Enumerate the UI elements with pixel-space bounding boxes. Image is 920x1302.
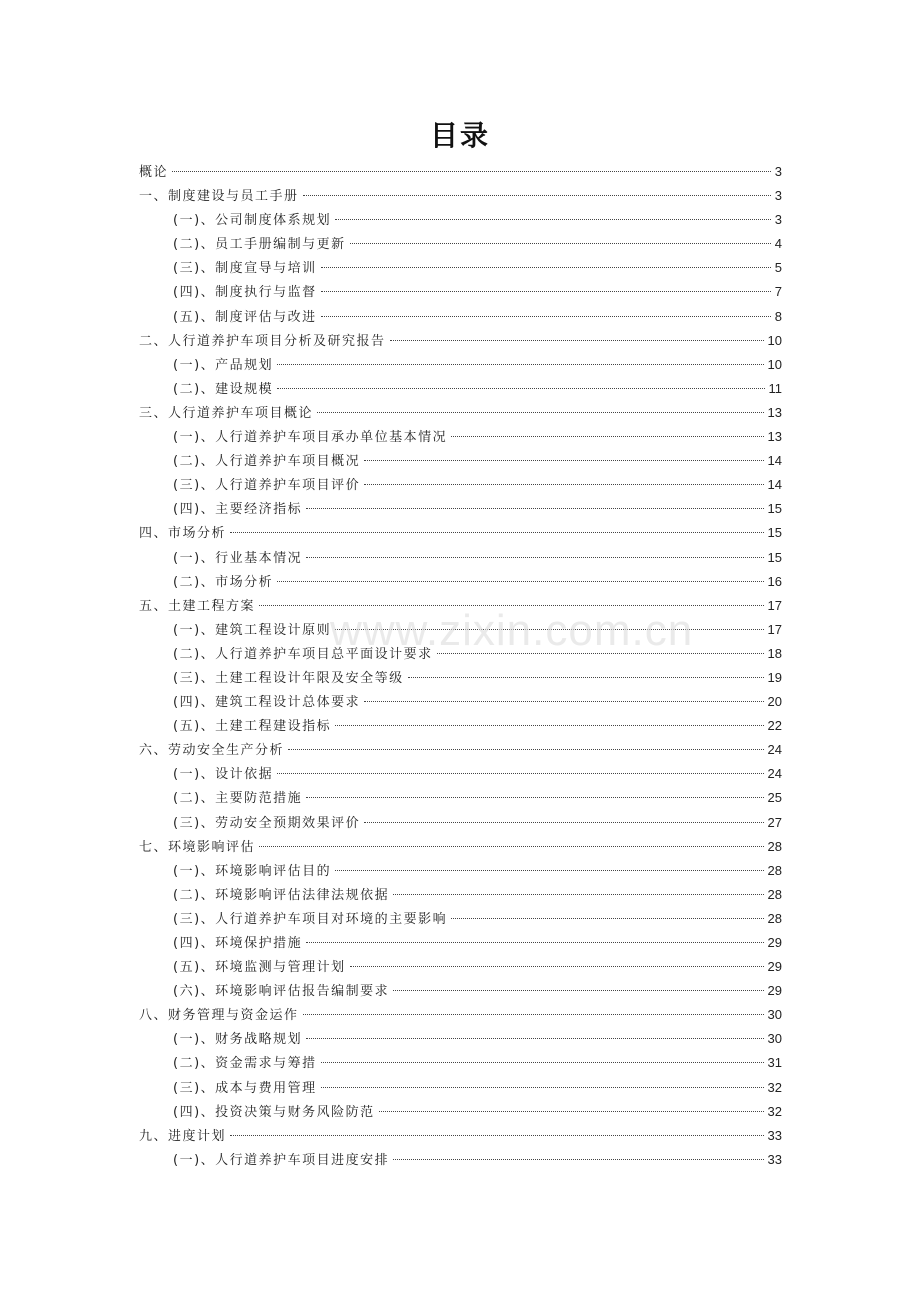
toc-dot-leader [306,1038,763,1039]
toc-entry-label: (六)、环境影响评估报告编制要求 [173,984,390,1000]
toc-entry[interactable] [139,256,782,280]
toc-entry[interactable] [139,1124,782,1148]
toc-entry-page-number: 28 [767,838,782,854]
toc-entry-page-number: 3 [774,164,782,179]
toc-entry-page-number: 24 [767,766,782,782]
toc-entry-label: (一)、人行道养护车项目进度安排 [173,1152,390,1168]
toc-entry-page-number: 32 [767,1103,782,1119]
toc-entry-page-number: 14 [767,477,782,493]
toc-entry-page-number: 30 [767,1031,782,1047]
toc-entry-label: (一)、产品规划 [173,357,274,373]
toc-dot-leader [303,1014,764,1015]
toc-entry-page-number: 17 [767,597,782,613]
toc-dot-leader [335,725,763,726]
toc-entry-page-number: 8 [774,308,782,324]
toc-entry[interactable] [139,1003,782,1027]
toc-entry[interactable] [139,449,782,473]
toc-entry[interactable] [139,425,782,449]
toc-entry-page-number: 19 [767,669,782,685]
table-of-contents [139,160,782,1172]
toc-dot-leader [230,1135,764,1136]
toc-entry-label: (五)、土建工程建设指标 [173,719,332,735]
toc-entry-label: (五)、环境监测与管理计划 [173,960,346,976]
toc-entry-label: (三)、土建工程设计年限及安全等级 [173,670,404,686]
toc-dot-leader [306,557,763,558]
toc-entry-label: (三)、成本与费用管理 [173,1080,317,1096]
toc-entry-label: 二、人行道养护车项目分析及研究报告 [139,333,386,349]
toc-entry-page-number: 25 [767,790,782,806]
toc-entry-page-number: 3 [774,212,782,228]
toc-entry[interactable] [139,208,782,232]
toc-entry-page-number: 28 [767,910,782,926]
toc-entry-page-number: 4 [774,236,782,252]
toc-entry[interactable] [139,353,782,377]
toc-entry-label: (三)、制度宣导与培训 [173,261,317,277]
toc-dot-leader [306,508,763,509]
toc-dot-leader [259,846,764,847]
toc-entry-label: 八、财务管理与资金运作 [139,1008,299,1024]
toc-entry-page-number: 7 [774,284,782,300]
toc-dot-leader [303,195,771,196]
toc-dot-leader [437,653,764,654]
toc-entry-page-number: 17 [767,621,782,637]
toc-entry[interactable] [139,305,782,329]
toc-dot-leader [364,701,763,702]
toc-entry[interactable] [139,786,782,810]
toc-entry-label: (二)、员工手册编制与更新 [173,237,346,253]
toc-entry[interactable] [139,280,782,304]
toc-entry-page-number: 10 [767,356,782,372]
toc-dot-leader [288,749,764,750]
toc-dot-leader [390,340,764,341]
toc-dot-leader [451,436,763,437]
toc-entry-label: (四)、环境保护措施 [173,936,303,951]
toc-entry[interactable] [139,642,782,666]
toc-entry-label: (二)、人行道养护车项目总平面设计要求 [173,646,433,662]
toc-dot-leader [393,894,763,895]
toc-entry-page-number: 20 [767,694,782,710]
toc-entry-label: (二)、市场分析 [173,574,274,590]
toc-entry[interactable] [139,1148,782,1172]
toc-entry-label: 七、环境影响评估 [139,839,256,855]
toc-entry-label: 六、劳动安全生产分析 [139,743,285,759]
toc-entry[interactable] [139,473,782,497]
toc-dot-leader [364,822,763,823]
toc-dot-leader [379,1111,764,1112]
toc-entry-label: (四)、投资决策与财务风险防范 [173,1104,375,1120]
toc-entry-page-number: 28 [767,886,782,902]
toc-entry-label: (四)、主要经济指标 [173,502,303,518]
toc-entry[interactable] [139,1051,782,1075]
toc-entry-label: (一)、行业基本情况 [173,550,303,566]
toc-entry-page-number: 29 [767,935,782,950]
toc-dot-leader [321,1087,764,1088]
toc-entry-label: 四、市场分析 [139,526,227,542]
toc-entry-page-number: 11 [768,380,782,396]
toc-entry-page-number: 13 [767,404,782,420]
toc-entry[interactable] [139,1100,782,1124]
toc-entry-page-number: 18 [767,645,782,661]
toc-entry[interactable] [139,931,782,955]
toc-entry-label: (三)、人行道养护车项目对环境的主要影响 [173,911,448,927]
toc-entry[interactable] [139,1027,782,1051]
toc-dot-leader [172,171,771,172]
toc-entry-label: (三)、劳动安全预期效果评价 [173,815,361,831]
toc-entry-page-number: 33 [767,1151,782,1167]
toc-dot-leader [317,412,764,413]
toc-entry-label: 五、土建工程方案 [139,598,256,614]
page-title: 目录 [429,119,490,152]
toc-entry[interactable] [139,377,782,401]
toc-entry-label: (一)、设计依据 [173,767,274,783]
toc-entry[interactable] [139,329,782,353]
toc-entry-page-number: 14 [767,453,782,469]
toc-entry[interactable] [139,762,782,786]
toc-dot-leader [364,484,763,485]
toc-dot-leader [393,990,763,991]
toc-entry-page-number: 29 [767,983,782,999]
toc-dot-leader [350,243,771,244]
toc-entry-label: 一、制度建设与员工手册 [139,189,299,205]
toc-entry[interactable] [139,714,782,738]
toc-entry-page-number: 3 [774,188,782,204]
toc-entry-label: (四)、制度执行与监督 [173,285,317,301]
toc-entry-label: 三、人行道养护车项目概论 [139,405,314,421]
toc-dot-leader [335,219,771,220]
toc-dot-leader [277,581,763,582]
toc-entry-label: (一)、人行道养护车项目承办单位基本情况 [173,430,448,446]
toc-entry[interactable] [139,160,782,184]
toc-dot-leader [321,291,771,292]
toc-entry[interactable] [139,979,782,1003]
toc-entry-label: 九、进度计划 [139,1128,227,1144]
toc-entry-page-number: 10 [767,332,782,348]
toc-dot-leader [306,797,763,798]
toc-entry-page-number: 31 [767,1055,782,1071]
toc-dot-leader [335,870,763,871]
toc-entry-label: (一)、公司制度体系规划 [173,213,332,229]
toc-entry-label: (二)、建设规模 [173,381,274,397]
toc-dot-leader [335,629,763,630]
toc-dot-leader [321,316,771,317]
toc-entry[interactable] [139,497,782,521]
toc-dot-leader [393,1159,763,1160]
toc-entry[interactable] [139,570,782,594]
toc-entry[interactable] [139,401,782,425]
toc-entry[interactable] [139,835,782,859]
toc-entry[interactable] [139,184,782,208]
toc-dot-leader [408,677,764,678]
toc-entry-label: (四)、建筑工程设计总体要求 [173,695,361,711]
toc-entry[interactable] [139,1076,782,1100]
toc-entry[interactable] [139,521,782,545]
toc-entry-label: (五)、制度评估与改进 [173,309,317,325]
toc-entry-label: (二)、环境影响评估法律法规依据 [173,887,390,903]
toc-entry-page-number: 16 [767,573,782,589]
toc-entry-page-number: 5 [774,260,782,276]
toc-entry[interactable] [139,859,782,883]
toc-entry-label: (一)、环境影响评估目的 [173,863,332,879]
toc-entry-page-number: 13 [767,429,782,445]
toc-entry-page-number: 29 [767,959,782,975]
toc-entry-page-number: 22 [767,718,782,734]
toc-entry-label: 概论 [139,165,169,180]
toc-entry[interactable] [139,883,782,907]
toc-entry[interactable] [139,955,782,979]
toc-entry[interactable] [139,738,782,762]
toc-dot-leader [306,942,763,943]
toc-entry-page-number: 33 [767,1127,782,1143]
toc-entry-label: (三)、人行道养护车项目评价 [173,478,361,494]
toc-entry[interactable] [139,618,782,642]
toc-entry[interactable] [139,546,782,570]
toc-entry[interactable] [139,811,782,835]
toc-entry-label: (一)、财务战略规划 [173,1032,303,1048]
watermark: www.zixin.com.cn [330,606,694,655]
toc-entry-label: (二)、资金需求与筹措 [173,1056,317,1072]
toc-entry-label: (一)、建筑工程设计原则 [173,622,332,638]
toc-entry[interactable] [139,594,782,618]
toc-entry-page-number: 32 [767,1079,782,1095]
toc-dot-leader [451,918,763,919]
toc-dot-leader [277,388,764,389]
toc-entry-page-number: 30 [767,1007,782,1023]
toc-entry-page-number: 27 [767,814,782,830]
toc-dot-leader [259,605,764,606]
toc-dot-leader [277,364,763,365]
toc-entry-page-number: 28 [767,862,782,878]
toc-entry-label: (二)、人行道养护车项目概况 [173,454,361,470]
toc-entry-page-number: 15 [767,501,782,517]
toc-entry[interactable] [139,907,782,931]
toc-entry[interactable] [139,232,782,256]
toc-dot-leader [321,267,771,268]
toc-entry[interactable] [139,666,782,690]
toc-entry-label: (二)、主要防范措施 [173,791,303,807]
toc-entry[interactable] [139,690,782,714]
toc-entry-page-number: 15 [767,549,782,565]
toc-dot-leader [230,532,764,533]
toc-dot-leader [277,773,763,774]
toc-entry-page-number: 24 [767,742,782,758]
toc-dot-leader [364,460,763,461]
toc-entry-page-number: 15 [767,525,782,541]
toc-dot-leader [321,1062,764,1063]
toc-dot-leader [350,966,764,967]
